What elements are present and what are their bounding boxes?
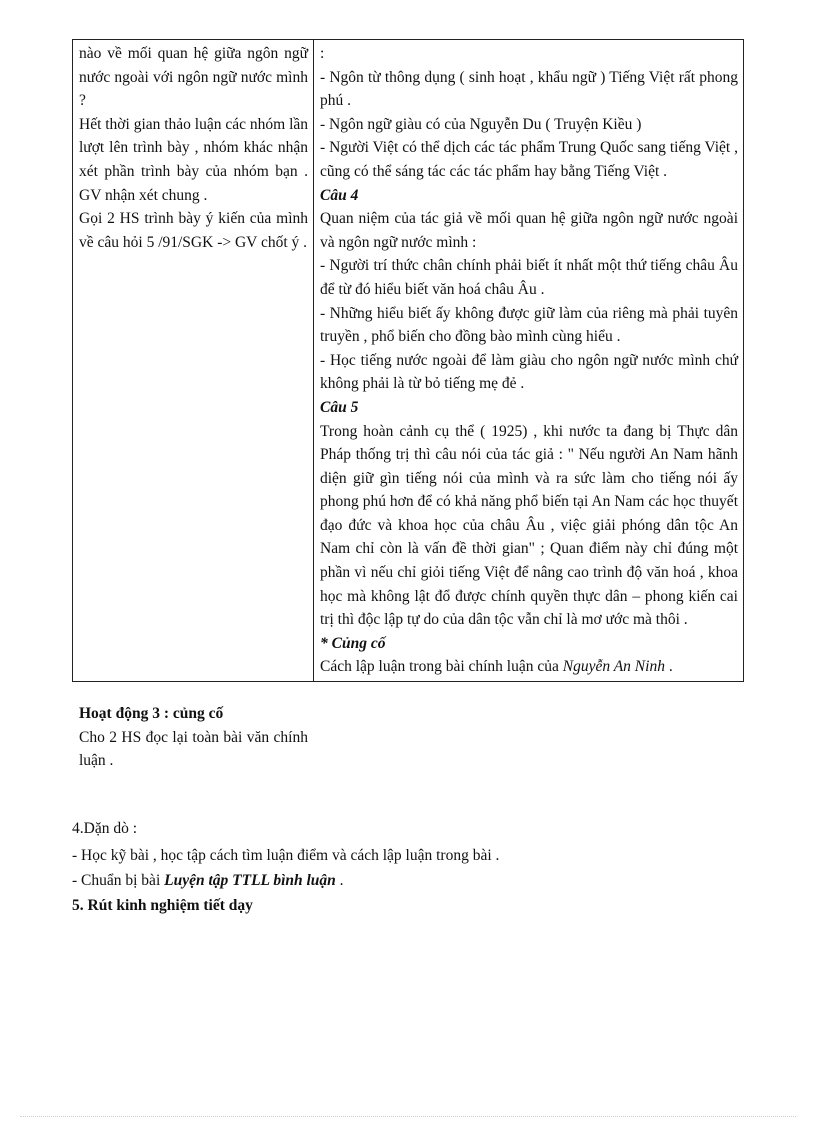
question-4-item: - Học tiếng nước ngoài để làm giàu cho ngôn ngữ nước mình chứ không phải là từ bỏ tiếng mẹ đẻ . <box>320 351 738 393</box>
content-cell <box>314 40 744 682</box>
left-paragraph: Hết thời gian thảo luận các nhóm lần lượt lên trình bày , nhóm khác nhận xét phần trình bày của nhóm bạn . GV nhận xét chung . <box>79 115 309 204</box>
next-lesson-title: Luyện tập TTLL bình luận <box>164 872 336 889</box>
left-paragraph: nào về mối quan hệ giữa ngôn ngữ nước ngoài với ngôn ngữ nước mình ? <box>79 45 308 110</box>
consolidation-text: Cách lập luận trong bài chính luận của Nguyễn An Ninh . <box>320 658 673 676</box>
intro-item: - Ngôn từ thông dụng ( sinh hoạt , khẩu ngữ ) Tiếng Việt rất phong phú . <box>320 68 738 110</box>
intro-item: - Ngôn ngữ giàu có của Nguyễn Du ( Truyện Kiều ) <box>320 115 642 133</box>
question-4-intro: Quan niệm của tác giả về mối quan hệ giữa ngôn ngữ nước ngoài và ngôn ngữ nước mình : <box>320 210 738 251</box>
activity-heading: Hoạt động 3 : củng cố <box>79 705 224 722</box>
table-row <box>73 40 744 682</box>
intro-item: - Người Việt có thể dịch các tác phẩm Trung Quốc sang tiếng Việt , cũng có thể sáng tác các tác phẩm hay bằng Tiếng Việt . <box>320 139 738 180</box>
question-5-heading: Câu 5 <box>320 398 359 416</box>
question-4-item: - Những hiểu biết ấy không được giữ làm của riêng mà phải tuyên truyền , phổ biến cho đồng bào mình cùng hiểu . <box>320 304 738 346</box>
colon-line: : <box>320 45 325 62</box>
homework-item: - Học kỹ bài , học tập cách tìm luận điểm và cách lập luận trong bài . <box>72 847 500 864</box>
lesson-footer <box>72 816 752 918</box>
author-name: Nguyễn An Ninh <box>562 658 665 676</box>
homework-item: - Chuẩn bị bài Luyện tập TTLL bình luận . <box>72 872 344 889</box>
activity-3-block <box>79 702 308 773</box>
question-5-text: Trong hoàn cảnh cụ thể ( 1925) , khi nước ta đang bị Thực dân Pháp thống trị thì câu nói của tác giả : " Nếu người An Nam hãnh diện giữ gìn tiếng nói của mình và ra sức làm cho tiếng nói ấy phong phú hơn để có khả năng phổ biến tại An Nam các học thuyết đạo đức và khoa học của châu Âu , việc giải phóng dân tộc An Nam chỉ còn là vấn đề thời gian" ; Quan điểm này chỉ đúng một phần vì nếu chỉ giỏi tiếng Việt để nâng cao trình độ văn hoá , khoa học mà không lật đổ được chính quyền thực dân – phong kiến cai trị thì độc lập tự do của dân tộc vẫn chỉ là mơ ước mà thôi . <box>320 422 738 629</box>
review-heading: 5. Rút kinh nghiệm tiết dạy <box>72 897 253 914</box>
homework-heading: 4.Dặn dò : <box>72 820 138 837</box>
activity-text: Cho 2 HS đọc lại toàn bài văn chính luận . <box>79 728 308 770</box>
question-4-item: - Người trí thức chân chính phải biết ít nhất một thứ tiếng châu Âu để từ đó hiểu biết văn hoá châu Âu . <box>320 257 738 298</box>
lesson-table <box>72 39 744 770</box>
question-4-heading: Câu 4 <box>320 186 359 204</box>
teacher-activity-cell <box>73 40 314 770</box>
left-paragraph: Gọi 2 HS trình bày ý kiến của mình về câu hỏi 5 /91/SGK -> GV chốt ý . <box>79 210 308 251</box>
page-bottom-divider <box>20 1116 796 1117</box>
consolidation-heading: * Củng cố <box>320 634 386 652</box>
